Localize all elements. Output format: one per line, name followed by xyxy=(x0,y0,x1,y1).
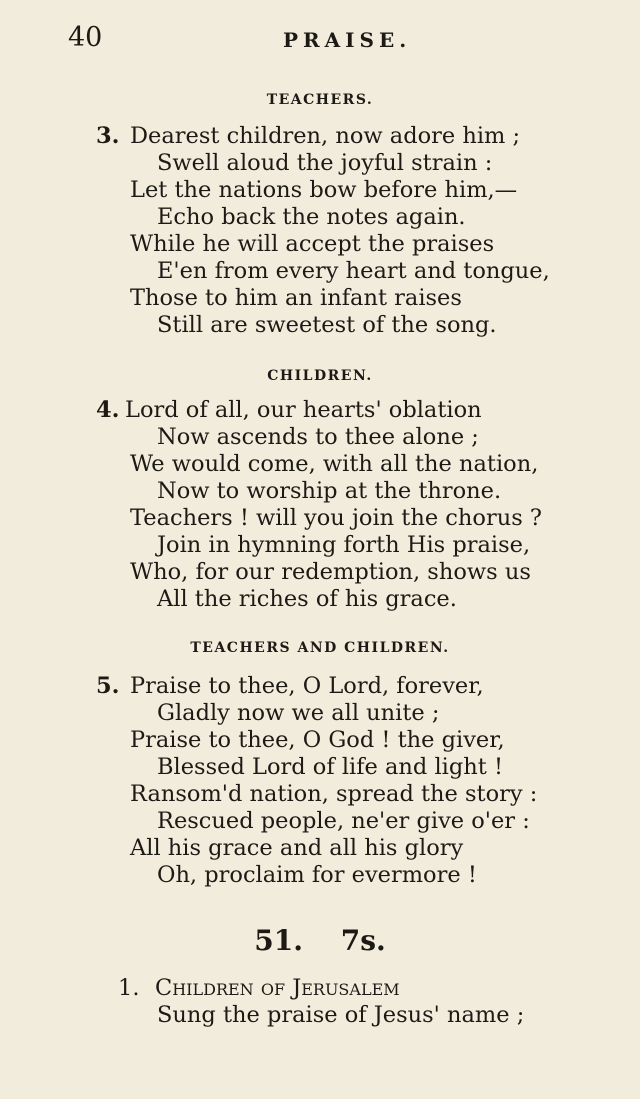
stanza-line: E'en from every heart and tongue, xyxy=(157,258,550,284)
stanza-line: We would come, with all the nation, xyxy=(130,451,539,477)
stanza-number: 4. xyxy=(96,397,120,423)
stanza-number: 5. xyxy=(96,673,120,699)
stanza-line: Those to him an infant raises xyxy=(130,285,462,311)
stanza-line: Oh, proclaim for evermore ! xyxy=(157,862,477,888)
page-number: 40 xyxy=(68,22,103,53)
stanza-line: Swell aloud the joyful strain : xyxy=(157,150,493,176)
stanza-line: All the riches of his grace. xyxy=(157,586,457,612)
stanza-line: Ransom'd nation, spread the story : xyxy=(130,781,538,807)
stanza-line: Sung the praise of Jesus' name ; xyxy=(157,1002,525,1028)
stanza-line: Let the nations bow before him,— xyxy=(130,177,518,203)
section-heading-children: CHILDREN. xyxy=(267,368,373,384)
hymn-heading xyxy=(0,924,640,957)
stanza-line: Gladly now we all unite ; xyxy=(157,700,440,726)
stanza-number: 1. xyxy=(118,975,140,1001)
stanza-line: Rescued people, ne'er give o'er : xyxy=(157,808,530,834)
stanza-line: Praise to thee, O God ! the giver, xyxy=(130,727,505,753)
stanza-line: Still are sweetest of the song. xyxy=(157,312,497,338)
stanza-line: Who, for our redemption, shows us xyxy=(130,559,531,585)
stanza-line: Now ascends to thee alone ; xyxy=(157,424,479,450)
stanza-line: Blessed Lord of life and light ! xyxy=(157,754,504,780)
stanza-line: Join in hymning forth His praise, xyxy=(157,532,531,558)
stanza-line: While he will accept the praises xyxy=(130,231,495,257)
section-heading-teachers-and-children: TEACHERS AND CHILDREN. xyxy=(190,640,450,656)
stanza-line: Dearest children, now adore him ; xyxy=(130,123,521,149)
section-heading-teachers: TEACHERS. xyxy=(266,92,374,108)
stanza-line: Now to worship at the throne. xyxy=(157,478,502,504)
hymn-number: 51. xyxy=(254,924,303,957)
stanza-line: Lord of all, our hearts' oblation xyxy=(125,397,482,423)
stanza-line: All his grace and all his glory xyxy=(130,835,464,861)
stanza-line: Teachers ! will you join the chorus ? xyxy=(130,505,542,531)
stanza-line: Praise to thee, O Lord, forever, xyxy=(130,673,484,699)
page-header xyxy=(0,22,640,56)
stanza-line: Children of Jerusalem xyxy=(155,975,400,1001)
stanza-line: Echo back the notes again. xyxy=(157,204,466,230)
running-title: PRAISE. xyxy=(283,28,412,52)
hymn-meter: 7s. xyxy=(340,924,386,957)
stanza-number: 3. xyxy=(96,123,120,149)
